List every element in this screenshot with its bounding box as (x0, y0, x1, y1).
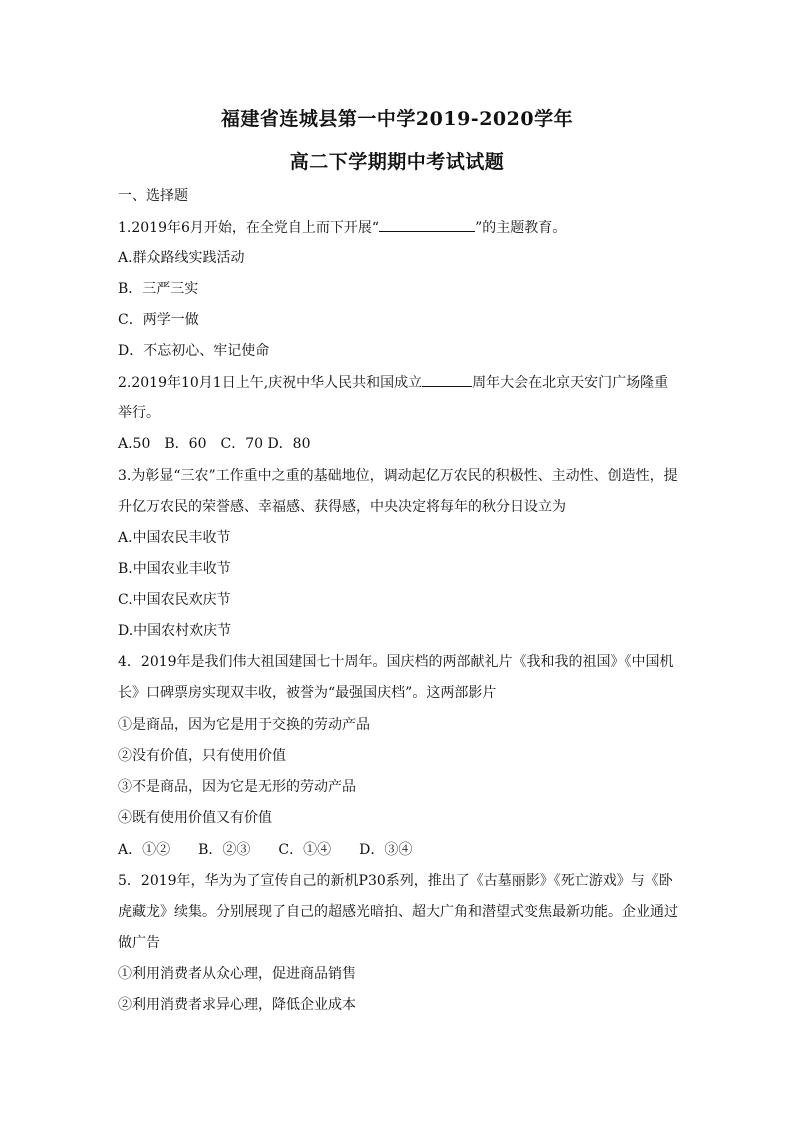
question-2-options: A.50 B．60 C．70 D．80 (118, 436, 311, 452)
question-3-option-b: B.中国农业丰收节 (118, 561, 231, 577)
question-3-option-d: D.中国农村欢庆节 (118, 623, 232, 639)
question-1-stem-before: 1.2019年6月开始，在全党自上而下开展“ (118, 220, 380, 236)
question-5-stem-line3: 做广告 (118, 935, 160, 951)
question-4-item-2: ②没有价值，只有使用价值 (118, 748, 286, 764)
question-3-stem-line1: 3.为彰显“三农”工作重中之重的基础地位，调动起亿万农民的积极性、主动性、创造性，提 (118, 468, 678, 484)
question-2-stem (118, 372, 683, 393)
question-1-stem (118, 217, 683, 238)
exam-title: 福建省连城县第一中学2019-2020学年 (220, 108, 574, 130)
question-5-stem-line2: 虎藏龙》续集。分别展现了自己的超感光暗拍、超大广角和潜望式变焦最新功能。企业通过 (118, 904, 678, 920)
question-3-option-c: C.中国农民欢庆节 (118, 592, 231, 608)
question-3-option-a: A.中国农民丰收节 (118, 530, 231, 546)
question-1-stem-after: ”的主题教育。 (475, 220, 567, 236)
question-5-item-2: ②利用消费者求异心理，降低企业成本 (118, 997, 356, 1013)
answer-blank (422, 372, 472, 387)
question-4-item-4: ④既有使用价值又有价值 (118, 810, 272, 826)
question-5-stem-line1: 5．2019年，华为为了宣传自己的新机P30系列，推出了《古墓丽影》《死亡游戏》与《卧 (118, 873, 673, 889)
question-4-item-3: ③不是商品，因为它是无形的劳动产品 (118, 779, 356, 795)
question-4-options: A．①② B．②③ C．①④ D．③④ (118, 842, 413, 858)
question-2-stem-before: 2.2019年10月1日上午,庆祝中华人民共和国成立 (118, 375, 423, 391)
question-4-item-1: ①是商品，因为它是用于交换的劳动产品 (118, 717, 370, 733)
question-1-option-a: A.群众路线实践活动 (118, 250, 245, 266)
question-1-option-c: C．两学一做 (118, 312, 199, 328)
exam-subtitle: 高二下学期期中考试试题 (289, 151, 505, 173)
question-5-item-1: ①利用消费者从众心理，促进商品销售 (118, 966, 356, 982)
question-2-stem-after: 周年大会在北京天安门广场隆重 (472, 375, 669, 391)
question-2-stem-line2: 举行。 (118, 405, 160, 421)
question-4-stem-line1: 4．2019年是我们伟大祖国建国七十周年。国庆档的两部献礼片《我和我的祖国》《中国机 (118, 654, 674, 670)
question-4-stem-line2: 长》口碑票房实现双丰收，被誉为“最强国庆档”。这两部影片 (118, 685, 497, 701)
answer-blank (379, 217, 475, 232)
section-heading: 一、选择题 (118, 188, 188, 204)
question-3-stem-line2: 升亿万农民的荣誉感、幸福感、获得感，中央决定将每年的秋分日设立为 (118, 499, 566, 515)
question-1-option-b: B．三严三实 (118, 281, 199, 297)
question-1-option-d: D．不忘初心、牢记使命 (118, 343, 270, 359)
